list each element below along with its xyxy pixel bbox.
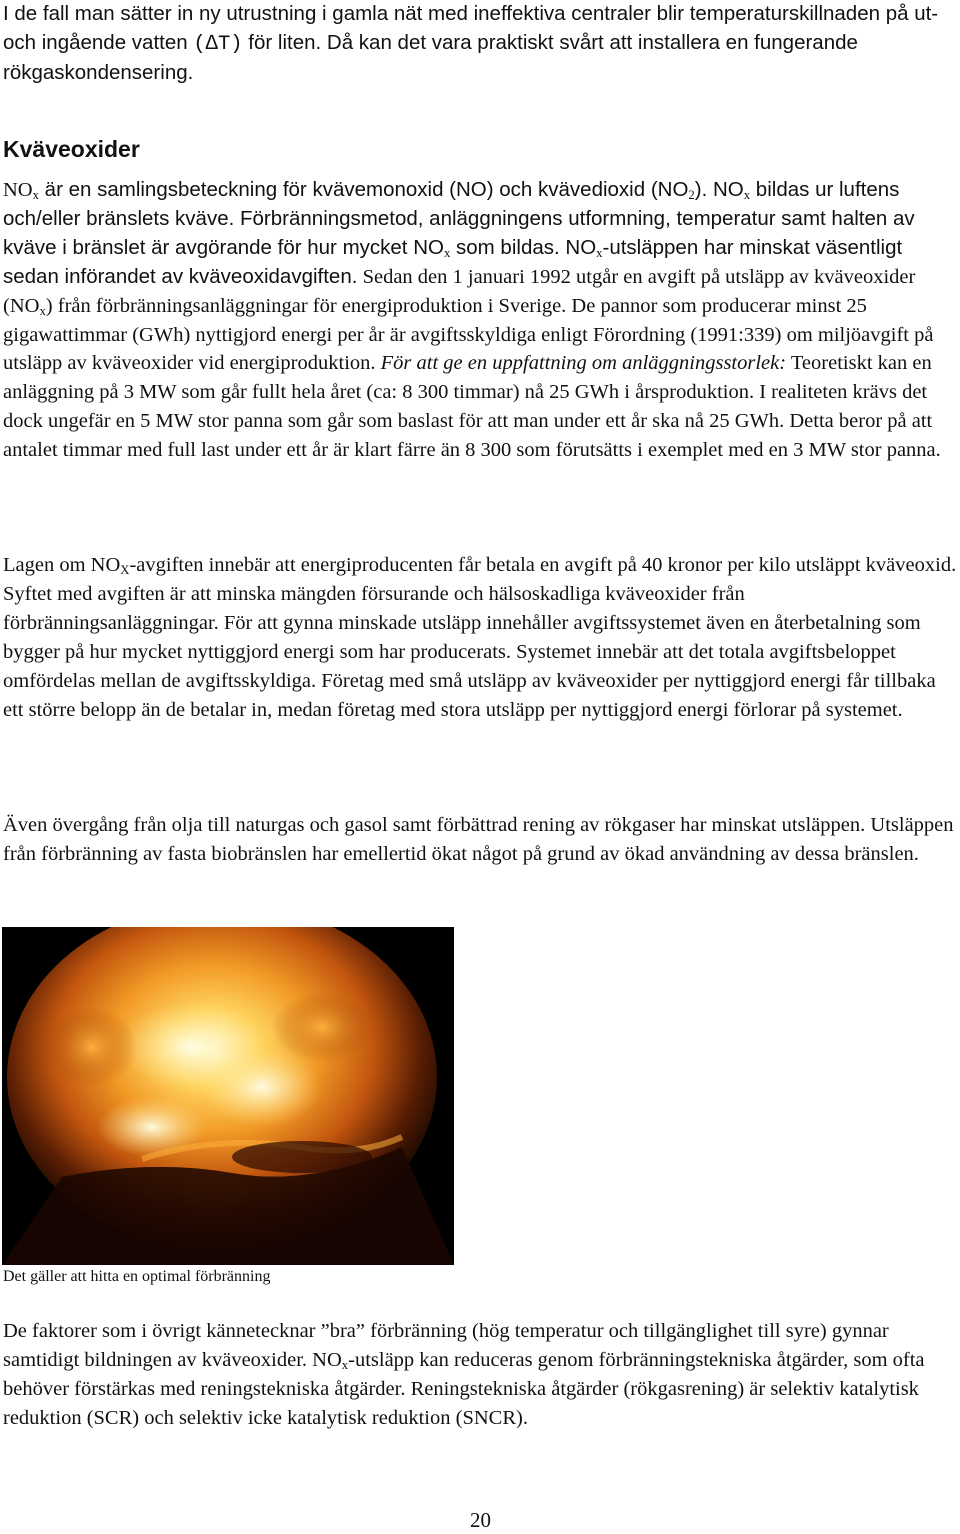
nox-text: bildas ur luftens och/eller bränslets kväve. [3, 178, 900, 230]
delta-t-symbol: (∆T) [193, 32, 243, 56]
intro-text-before: I de fall man sätter in ny utrustning i gamla nät med ineffektiva centraler blir temperaturskillnaden på ut- och ingående vatten [3, 2, 939, 54]
nox-sentence-3 [3, 266, 941, 461]
furnace-flame-photo [2, 927, 454, 1265]
figure-caption: Det gäller att hitta en optimal förbränning [3, 1268, 271, 1285]
faktorer-text: De faktorer som i övrigt kännetecknar ”bra” förbränning (hög temperatur och tillgänglighet till syre) gynnar samtidigt bildningen av kväveoxider. NO [3, 1320, 889, 1371]
nox-text: ). NO [694, 178, 744, 201]
nox-text: är en samlingsbeteckning för kvävemonoxid (NO) och kvävedioxid (NO [38, 178, 689, 201]
nox-text: Förbränningsmetod, anläggningens utformning, temperatur samt halten av kväve i bränslet är avgörande för hur mycket NO [3, 206, 915, 259]
nox-text: Teoretiskt kan en anläggning på 3 MW som går fullt hela året (ca: 8 300 timmar) nå 25 GWh i årsproduktion. I realiteten krävs det dock ungefär en 5 MW stor panna som går som baslast för att man under ett år ska nå 25 GWh. Detta beror på att antalet timmar med full last under ett år är klart färre än 8 300 som förutsätts i exemplet med en 3 MW stor panna. [3, 352, 941, 462]
italic-note: För att ge en uppfattning om anläggningsstorlek: [380, 352, 787, 375]
intro-text-after: för liten. Då kan det vara praktiskt svårt att installera en fungerande rökgaskondensering. [3, 30, 858, 85]
subscript: x [39, 303, 46, 318]
nox-text: ) från förbränningsanläggningar för energiproduktion i Sverige. De pannor som producerar minst 25 gigawattimmar (GWh) nyttigjord energi per år är avgiftsskyldiga enligt Förordning (1991:339) om miljöavgift på utsläpp av kväveoxider vid energiproduktion. [3, 294, 934, 375]
subscript: x [596, 245, 603, 260]
avgift-paragraph [3, 551, 958, 724]
avgift-text: -avgiften innebär att energiproducenten får betala en avgift på 40 kronor per kilo utsläppt kväveoxid. Syftet med avgiften är att minska mängden försurande och hälsoskadliga kväveoxider från förbränningsanläggningar. För att gynna minskade utsläpp innehåller avgiftssystemet även en återbetalning som bygger på hur mycket nyttiggjord energi som har producerats. Systemet innebär att det totala avgiftsbeloppet omfördelas mellan de avgiftsskyldiga. Företag med små utsläpp av kväveoxider per nyttiggjord energi får tillbaka ett större belopp än de betalar in, medan företag med stora utsläpp per nyttiggjord energi förlorar på systemet. [3, 554, 957, 721]
olja-paragraph: Även övergång från olja till naturgas och gasol samt förbättrad rening av rökgaser har minskat utsläppen. Utsläppen från förbränning av fasta biobränslen har emellertid ökat något på grund av ökad användning av dessa bränslen. [3, 814, 954, 865]
nox-paragraph [3, 176, 958, 465]
subscript: X [120, 563, 130, 578]
subscript: x [32, 188, 39, 203]
section-heading: Kväveoxider [3, 136, 140, 162]
subscript: x [743, 188, 751, 203]
nox-text: NO [3, 179, 33, 201]
page-number: 20 [470, 1508, 491, 1532]
nox-text: Sedan den 1 januari 1992 utgår en avgift på utsläpp av kväveoxider (NO [3, 265, 916, 317]
faktorer-text: -utsläpp kan reduceras genom förbränningstekniska åtgärder, som ofta behöver förstärkas med reningstekniska åtgärder. Reningstekniska åtgärder (rökgasrening) är selektiv katalytisk reduktion (SCR) och selektiv icke katalytisk reduktion (SNCR). [3, 1348, 925, 1429]
nox-text: som bildas. NO [450, 235, 597, 259]
subscript: x [341, 1358, 349, 1373]
subscript: x [443, 245, 451, 260]
flame-image [2, 927, 454, 1265]
faktorer-paragraph [3, 1317, 958, 1433]
intro-paragraph [3, 0, 958, 88]
nox-text: -utsläppen har minskat väsentligt sedan införandet av kväveoxidavgiften. [3, 235, 903, 288]
avgift-text: Lagen om NO [3, 554, 121, 576]
subscript: 2 [688, 188, 695, 203]
